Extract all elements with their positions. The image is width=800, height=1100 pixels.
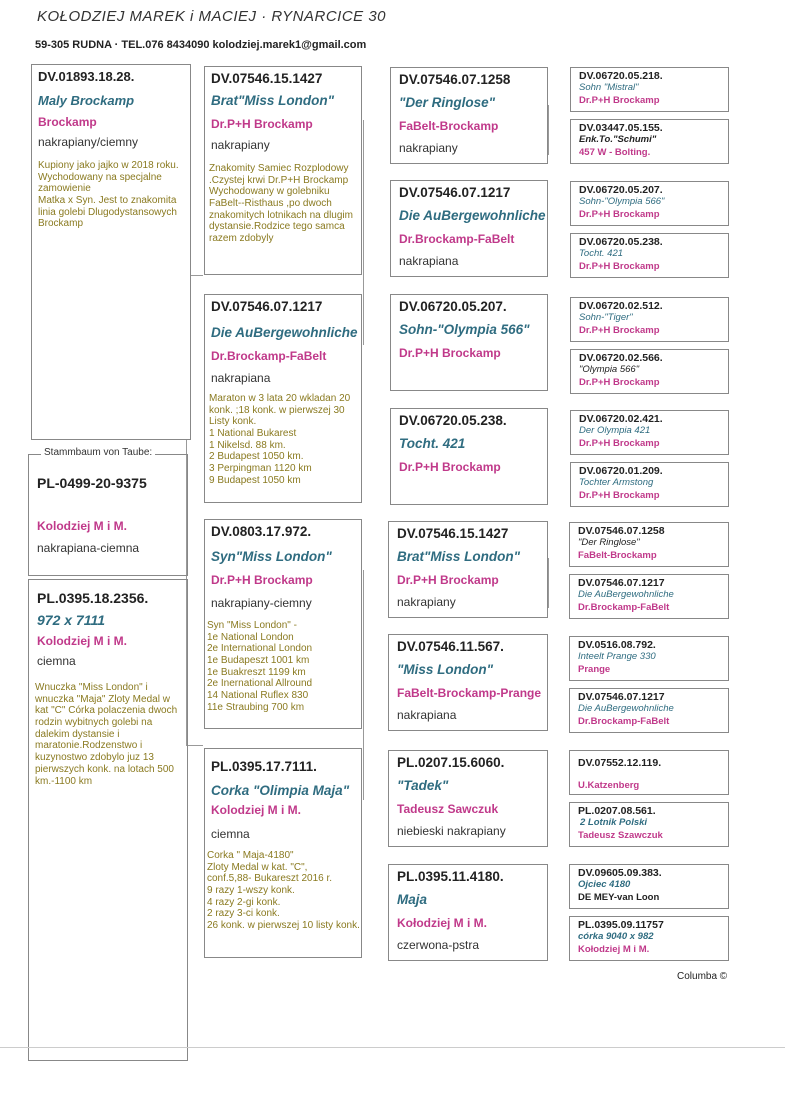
ggparent-card xyxy=(570,119,729,164)
ggparent-breeder: FaBelt-Brockamp xyxy=(578,550,657,561)
grandparent-color: nakrapiany xyxy=(399,141,458,155)
parent-notes: Maraton w 3 lata 20 wkladan 20 konk. ;18 konk. w pierwszej 30 Listy konk. 1 National Bukarest 1 Nikelsd. 88 km. 2 Budapest 1050 km. 3 Perpingman 1120 km 9 Budapest 1050 km xyxy=(209,393,351,486)
ggparent-card xyxy=(569,522,729,567)
stammbaum-card xyxy=(28,447,188,576)
ggparent-name: Der Olympia 421 xyxy=(579,425,651,436)
subject-card xyxy=(31,64,191,440)
ggparent-breeder: Dr.P+H Brockamp xyxy=(579,438,660,449)
grandparent-name: Die AuBergewohnliche xyxy=(399,208,546,223)
parent-breeder: Dr.Brockamp-FaBelt xyxy=(211,349,327,363)
ggparent-breeder: Dr.P+H Brockamp xyxy=(579,95,660,106)
connector-line xyxy=(186,745,203,746)
grandparent-id: PL.0207.15.6060. xyxy=(397,755,505,770)
ggparent-card xyxy=(569,916,729,961)
parent-card xyxy=(204,66,362,275)
parent-color: ciemna xyxy=(211,827,250,841)
ggparent-card xyxy=(570,410,729,455)
stammbaum-color: nakrapiana-ciemna xyxy=(37,541,140,555)
ggparent-card xyxy=(569,688,729,733)
grandparent-breeder: Dr.Brockamp-FaBelt xyxy=(399,232,515,246)
subject-color: nakrapiany/ciemny xyxy=(38,135,139,149)
parent-notes: Znakomity Samiec Rozplodowy .Czystej krwi Dr.P+H Brockamp Wychodowany w golebniku FaBelt--Risthaus ,po dwoch znakomitych lotnikach na dlugim dystansie.Rodzice tego samca razem zdobyly xyxy=(209,163,353,245)
bottom-divider xyxy=(0,1047,785,1048)
ggparent-breeder: Dr.Brockamp-FaBelt xyxy=(578,716,670,727)
parent-notes: Corka " Maja-4180" Zloty Medal w kat. "C", conf.5,88- Bukareszt 2016 r. 9 razy 1-wszy konk. 4 razy 2-gi konk. 2 razy 3-ci konk. 26 konk. w pierwszej 10 listy konk. xyxy=(207,850,360,932)
header-title: KOŁODZIEJ MAREK i MACIEJ · RYNARCICE 30 xyxy=(37,8,387,25)
grandparent-color: czerwona-pstra xyxy=(397,938,480,952)
subject-breeder: Brockamp xyxy=(38,115,97,129)
ggparent-breeder: DE MEY-van Loon xyxy=(578,892,660,903)
ggparent-breeder: Dr.P+H Brockamp xyxy=(579,261,660,272)
stammbaum-label: Stammbaum von Taube: xyxy=(41,447,155,458)
ggparent-name: Die AuBergewohnliche xyxy=(578,589,674,600)
ggparent-card xyxy=(570,181,729,226)
dam-notes: Wnuczka "Miss London" i wnuczka "Maja" Zloty Medal w kat "C" Córka polaczenia dwoch rodzin wybitnych golebi na dalekim dystansie i maratonie.Rodzenstwo i kuzynostwo zdobylo juz 13 pierwszych konk. na lotach 500 km.-1100 km xyxy=(35,682,178,787)
ggparent-breeder: Prange xyxy=(578,664,611,675)
parent-name: Corka "Olimpia Maja" xyxy=(211,783,350,798)
subject-notes: Kupiony jako jajko w 2018 roku. Wychodowany na specjalne zamowienie Matka x Syn. Jest to znakomita linia golebi Dlugodystansowych Brockamp xyxy=(38,160,179,230)
ggparent-breeder: U.Katzenberg xyxy=(578,780,640,791)
ggparent-breeder: Dr.P+H Brockamp xyxy=(579,325,660,336)
parent-breeder: Kolodziej M i M. xyxy=(211,803,301,817)
ggparent-card xyxy=(569,750,729,795)
grandparent-color: nakrapiany xyxy=(397,595,456,609)
ggparent-card xyxy=(569,636,729,681)
grandparent-color: niebieski nakrapiany xyxy=(397,824,506,838)
connector-line xyxy=(548,558,549,608)
ggparent-breeder: Dr.P+H Brockamp xyxy=(579,209,660,220)
parent-id: PL.0395.17.7111. xyxy=(211,759,317,774)
ggparent-id: DV.0516.08.792. xyxy=(578,639,656,651)
ggparent-id: DV.06720.05.238. xyxy=(579,236,663,248)
connector-line xyxy=(363,570,364,800)
connector-line xyxy=(363,120,364,345)
ggparent-name: Enk.To."Schumi" xyxy=(579,134,657,145)
grandparent-card xyxy=(390,180,548,277)
grandparent-color: nakrapiana xyxy=(399,254,459,268)
ggparent-name: Tocht. 421 xyxy=(579,248,624,259)
grandparent-color: nakrapiana xyxy=(397,708,457,722)
grandparent-id: DV.06720.05.238. xyxy=(399,413,507,428)
parent-card xyxy=(204,519,362,729)
ggparent-id: DV.06720.02.512. xyxy=(579,300,663,312)
dam-card xyxy=(28,579,188,1061)
ggparent-name: Tochter Armstong xyxy=(579,477,654,488)
parent-id: DV.07546.07.1217 xyxy=(211,299,323,314)
ggparent-breeder: Dr.P+H Brockamp xyxy=(579,377,660,388)
ggparent-card xyxy=(570,349,729,394)
grandparent-card xyxy=(390,67,548,164)
grandparent-breeder: Dr.P+H Brockamp xyxy=(399,346,501,360)
dam-id: PL.0395.18.2356. xyxy=(37,590,149,606)
grandparent-id: DV.06720.05.207. xyxy=(399,299,507,314)
ggparent-name: "Der Ringlose" xyxy=(578,537,640,548)
ggparent-id: DV.09605.09.383. xyxy=(578,867,662,879)
ggparent-id: DV.06720.02.566. xyxy=(579,352,663,364)
grandparent-id: DV.07546.15.1427 xyxy=(397,526,509,541)
ggparent-card xyxy=(570,233,729,278)
ggparent-name: Sohn "Mistral" xyxy=(579,82,639,93)
grandparent-name: "Tadek" xyxy=(397,778,449,793)
grandparent-card xyxy=(390,408,548,505)
ggparent-id: DV.07546.07.1217 xyxy=(578,577,665,589)
ggparent-id: DV.06720.02.421. xyxy=(579,413,663,425)
ggparent-card xyxy=(569,864,729,909)
ggparent-id: DV.07552.12.119. xyxy=(578,757,662,769)
stammbaum-id: PL-0499-20-9375 xyxy=(37,475,147,491)
ggparent-id: DV.07546.07.1258 xyxy=(578,525,665,537)
header-contact: 59-305 RUDNA · TEL.076 8434090 kolodziej.marek1@gmail.com xyxy=(35,39,367,51)
grandparent-card xyxy=(388,634,548,731)
ggparent-id: PL.0207.08.561. xyxy=(578,805,656,817)
parent-notes: Syn "Miss London" - 1e National London 2e International London 1e Budapeszt 1001 km 1e Buakreszt 1199 km 2e Inernational Allround 14 National Ruflex 830 11e Straubing 700 km xyxy=(207,620,313,713)
parent-color: nakrapiana xyxy=(211,371,271,385)
ggparent-name: córka 9040 x 982 xyxy=(578,931,654,942)
grandparent-card xyxy=(390,294,548,391)
ggparent-name: Ojciec 4180 xyxy=(578,879,631,890)
parent-breeder: Dr.P+H Brockamp xyxy=(211,117,313,131)
grandparent-breeder: Kołodziej M i M. xyxy=(397,916,487,930)
parent-card xyxy=(204,748,362,958)
dam-color: ciemna xyxy=(37,654,76,668)
ggparent-id: DV.06720.01.209. xyxy=(579,465,663,477)
ggparent-card xyxy=(570,297,729,342)
grandparent-breeder: Dr.P+H Brockamp xyxy=(399,460,501,474)
ggparent-name: Sohn-"Tiger" xyxy=(579,312,633,323)
parent-id: DV.0803.17.972. xyxy=(211,524,312,539)
parent-color: nakrapiany xyxy=(211,138,270,152)
stammbaum-owner: Kolodziej M i M. xyxy=(37,519,127,533)
ggparent-name: 2 Lotnik Polski xyxy=(580,817,648,828)
grandparent-name: "Der Ringlose" xyxy=(399,95,496,110)
parent-card xyxy=(204,294,362,503)
grandparent-breeder: Dr.P+H Brockamp xyxy=(397,573,499,587)
grandparent-name: Tocht. 421 xyxy=(399,436,466,451)
ggparent-breeder: Dr.Brockamp-FaBelt xyxy=(578,602,670,613)
grandparent-card xyxy=(388,750,548,847)
parent-id: DV.07546.15.1427 xyxy=(211,71,323,86)
subject-id: DV.01893.18.28. xyxy=(38,69,135,84)
grandparent-name: Sohn-"Olympia 566" xyxy=(399,322,530,337)
grandparent-id: DV.07546.07.1258 xyxy=(399,72,511,87)
grandparent-name: Maja xyxy=(397,892,428,907)
ggparent-breeder: Dr.P+H Brockamp xyxy=(579,490,660,501)
grandparent-id: PL.0395.11.4180. xyxy=(397,869,504,884)
ggparent-breeder: Kołodziej M i M. xyxy=(578,944,650,955)
parent-name: Die AuBergewohnliche xyxy=(211,325,358,340)
ggparent-card xyxy=(570,462,729,507)
grandparent-breeder: FaBelt-Brockamp xyxy=(399,119,499,133)
grandparent-breeder: Tadeusz Sawczuk xyxy=(397,802,499,816)
ggparent-id: DV.07546.07.1217 xyxy=(578,691,665,703)
parent-name: Syn"Miss London" xyxy=(211,549,332,564)
dam-breeder: Kolodziej M i M. xyxy=(37,634,127,648)
ggparent-name: Inteelt Prange 330 xyxy=(578,651,656,662)
footer-credit: Columba © xyxy=(677,971,728,982)
dam-name: 972 x 7111 xyxy=(37,612,105,628)
ggparent-id: DV.03447.05.155. xyxy=(579,122,663,134)
ggparent-id: DV.06720.05.207. xyxy=(579,184,663,196)
ggparent-breeder: 457 W - Bolting. xyxy=(579,147,651,158)
ggparent-card xyxy=(570,67,729,112)
ggparent-name: Die AuBergewohnliche xyxy=(578,703,674,714)
ggparent-name: Sohn-"Olympia 566" xyxy=(579,196,665,207)
ggparent-breeder: Tadeusz Szawczuk xyxy=(578,830,663,841)
grandparent-card xyxy=(388,521,548,618)
ggparent-id: DV.06720.05.218. xyxy=(579,70,663,82)
parent-name: Brat"Miss London" xyxy=(211,93,335,108)
grandparent-id: DV.07546.07.1217 xyxy=(399,185,511,200)
ggparent-id: PL.0395.09.11757 xyxy=(578,919,664,931)
ggparent-card xyxy=(569,802,729,847)
grandparent-card xyxy=(388,864,548,961)
grandparent-name: "Miss London" xyxy=(397,662,494,677)
grandparent-breeder: FaBelt-Brockamp-Prange xyxy=(397,686,542,700)
grandparent-name: Brat"Miss London" xyxy=(397,549,521,564)
subject-name: Maly Brockamp xyxy=(38,93,135,108)
parent-color: nakrapiany-ciemny xyxy=(211,596,312,610)
grandparent-id: DV.07546.11.567. xyxy=(397,639,504,654)
parent-breeder: Dr.P+H Brockamp xyxy=(211,573,313,587)
ggparent-card xyxy=(569,574,729,619)
ggparent-name: "Olympia 566" xyxy=(579,364,640,375)
